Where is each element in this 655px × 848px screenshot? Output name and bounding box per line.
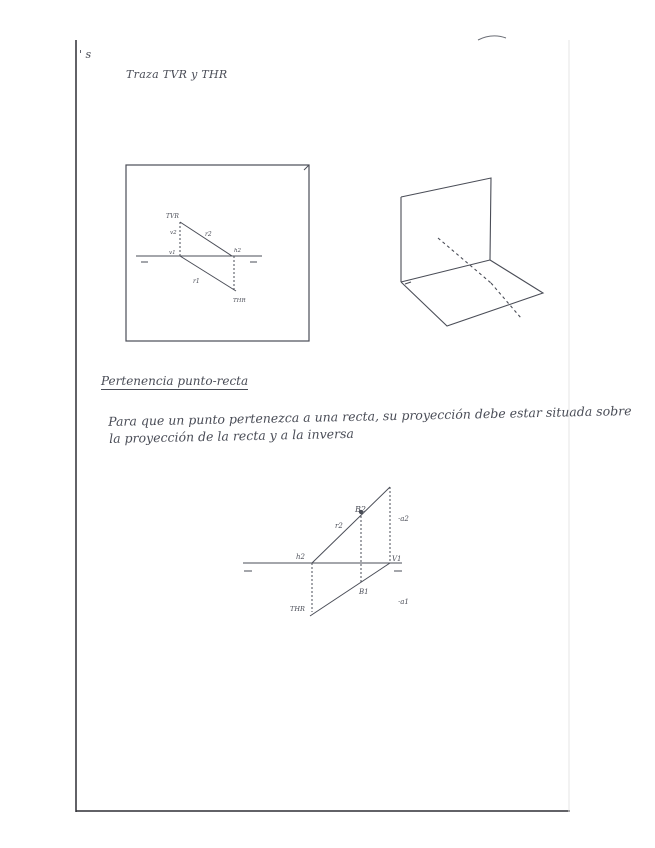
- horizontal-plane: [401, 260, 543, 326]
- label-thr-main: THR: [290, 605, 305, 613]
- perspective-line-upper: [438, 238, 491, 283]
- membership-diagram: [243, 487, 402, 616]
- line-r2: [180, 222, 232, 256]
- trace-diagram: [126, 165, 309, 341]
- frame-corner-tick: [304, 165, 309, 170]
- top-scribble: [478, 36, 506, 40]
- label-b2: B2: [355, 505, 366, 514]
- label-r1: r1: [193, 278, 200, 285]
- label-v1-main: V1: [392, 555, 402, 563]
- label-r2: r2: [205, 231, 212, 238]
- label-v1: v1: [169, 250, 176, 256]
- body-text-line-2: la proyección de la recta y a la inversa: [109, 425, 355, 446]
- label-b1: B1: [359, 588, 369, 596]
- line-r1: [180, 256, 236, 291]
- label-r2-main: r2: [335, 522, 343, 530]
- label-tvr: TVR: [166, 213, 179, 220]
- corner-mark: ' s: [79, 48, 92, 61]
- heading-pertenencia: Pertenencia punto-recta: [101, 374, 249, 388]
- perspective-planes-diagram: [401, 178, 543, 326]
- label-v2: v2: [170, 230, 177, 236]
- heading-traza: Traza TVR y THR: [126, 68, 228, 81]
- label-a1: ·a1: [398, 598, 409, 606]
- body-text-line-1: Para que un punto pertenezca a una recta, su proyección debe estar situada sobre: [108, 403, 632, 429]
- label-h2: h2: [234, 248, 242, 254]
- trace-diagram-frame: [126, 165, 309, 341]
- perspective-line-lower: [491, 283, 521, 318]
- vertical-plane: [401, 178, 491, 282]
- line-r2-main: [312, 487, 390, 563]
- plane-mark: [405, 282, 411, 284]
- label-h2-main: h2: [296, 553, 305, 561]
- label-thr: THR: [233, 298, 246, 304]
- line-r1-main: [310, 563, 390, 616]
- label-a2: ·a2: [398, 515, 409, 523]
